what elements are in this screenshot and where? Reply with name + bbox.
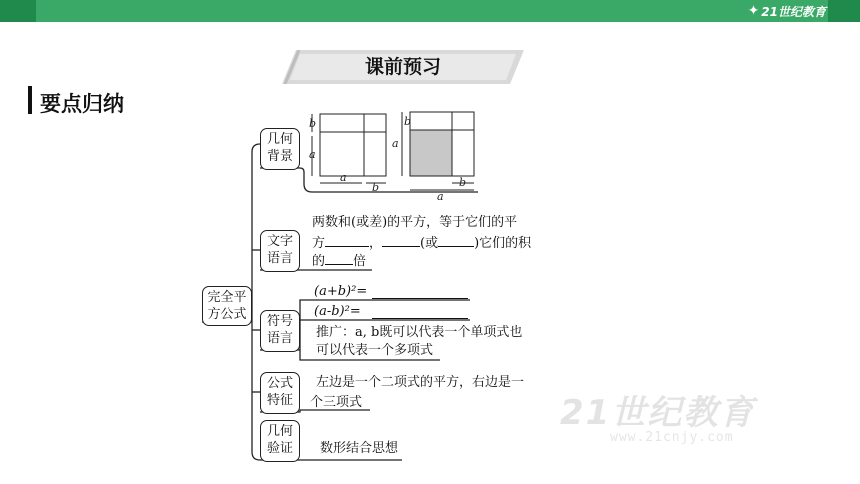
verbal-line-3 [312, 252, 366, 271]
branch-geometry-verify [260, 420, 300, 462]
fig1-label-b-left: b [309, 117, 317, 130]
watermark-logo: 21世纪教育 [560, 393, 756, 433]
runner-logo-icon: ✦ [747, 3, 760, 19]
fig2-label-b-left: b [404, 115, 412, 128]
formula-difference-blank [372, 306, 468, 319]
features-line-1: 左边是一个二项式的平方，右边是一 [316, 375, 525, 390]
branch-label-line-1: 几何 [266, 132, 293, 147]
fig2-label-a-bottom: a [437, 190, 444, 203]
branch-features [260, 372, 300, 414]
branch-label-line-2: 验证 [266, 441, 293, 456]
branch-label-line-1: 公式 [266, 376, 293, 391]
verbal-text-part: 方 [312, 236, 326, 251]
branch-label-line-2: 语言 [266, 331, 293, 346]
fill-blank [382, 234, 420, 247]
branch-label-line-2: 背景 [266, 149, 293, 164]
verbal-text-part: ， [369, 236, 383, 251]
formula-sum: (a+b)²= [314, 284, 368, 299]
verbal-text-part: (或 [420, 236, 439, 251]
branch-geometry-background [260, 128, 300, 170]
logo-text: 21世纪教育 [761, 4, 826, 19]
fill-blank [438, 234, 474, 247]
branch-label-line-1: 几何 [266, 424, 293, 439]
branch-label-line-2: 特征 [266, 393, 293, 408]
fig1-label-b-bottom: b [372, 181, 380, 194]
verbal-line-1: 两数和(或差)的平方，等于它们的平 [312, 215, 518, 230]
formula-sum-blank [372, 286, 468, 299]
features-line-2: 个三项式 [310, 395, 363, 410]
fill-blank [325, 252, 353, 265]
verbal-text-part: 的 [312, 254, 326, 269]
branch-label-line-1: 文字 [266, 234, 293, 249]
root-node [202, 286, 252, 326]
branch-symbolic [260, 310, 300, 352]
fill-blank [325, 234, 369, 247]
verify-text: 数形结合思想 [320, 441, 399, 456]
root-line-1: 完全平 [207, 290, 247, 305]
watermark-url: www.21cnjy.com [610, 430, 734, 445]
verbal-line-2 [312, 234, 531, 253]
verbal-text-part: 倍 [353, 254, 367, 269]
fig2-label-a-left: a [392, 137, 399, 150]
section-title: 要点归纳 [40, 92, 124, 116]
verbal-text-part: )它们的积 [474, 236, 532, 251]
fig1-label-a-left: a [309, 148, 316, 161]
branch-verbal [260, 230, 300, 272]
formula-difference: (a-b)²= [314, 304, 361, 319]
branch-label-line-2: 语言 [266, 251, 293, 266]
root-line-2: 方公式 [207, 307, 247, 322]
banner-title: 课前预习 [364, 56, 441, 78]
generalization-line-2: 可以代表一个多项式 [316, 343, 434, 358]
fig1-label-a-bottom: a [340, 171, 347, 184]
generalization-line-1: 推广：a, b既可以代表一个单项式也 [316, 325, 523, 340]
square-figure-1 [312, 114, 386, 183]
branch-label-line-1: 符号 [266, 314, 293, 329]
fig2-label-b-bottom: b [459, 176, 467, 189]
